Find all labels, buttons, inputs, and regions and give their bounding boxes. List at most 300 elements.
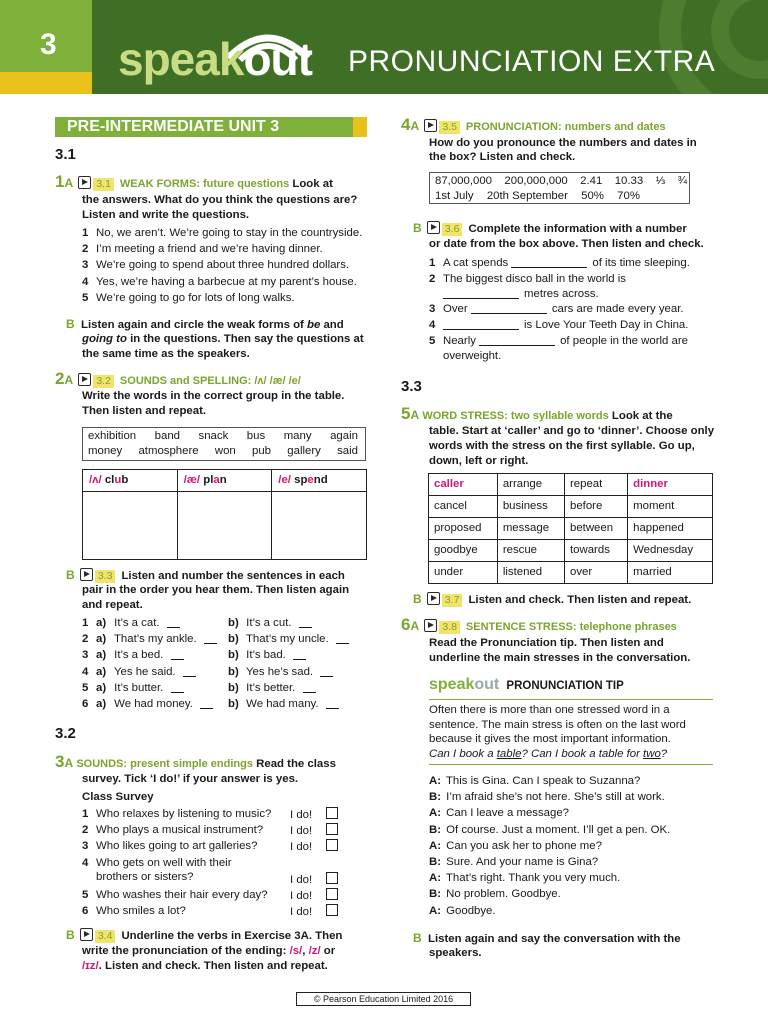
- item-number: 5: [82, 889, 89, 901]
- exercise-letter: B: [413, 592, 422, 606]
- number-item: 200,000,000: [504, 175, 568, 187]
- instruction: speakers.: [429, 947, 482, 959]
- dialogue-line: [429, 887, 719, 902]
- sentence-start: Nearly: [443, 335, 480, 347]
- speaker: B:: [429, 823, 442, 836]
- sentence-a: It’s a cat.: [111, 617, 163, 629]
- instruction: Write the words in the correct group in the table.: [82, 390, 345, 402]
- track-number: 3.4: [95, 930, 116, 943]
- i-do-label: I do!: [290, 841, 313, 854]
- numbers-row: [435, 189, 640, 204]
- track-number: 3.1: [93, 178, 114, 191]
- survey-question: Who gets on well with their: [96, 856, 232, 869]
- item-text: We’re going to go for lots of long walks.: [96, 291, 295, 304]
- item-number: 2: [82, 824, 89, 837]
- word: band: [154, 430, 180, 442]
- number-item: 2.41: [580, 175, 603, 187]
- instruction: and repeat.: [82, 599, 143, 611]
- grid-row: [429, 496, 713, 518]
- sentence-start: Over: [443, 303, 471, 315]
- word: exhibition: [88, 430, 137, 442]
- line-text: Can you ask her to phone me?: [443, 839, 602, 852]
- answer-blank[interactable]: [171, 659, 184, 660]
- word-row: [88, 444, 358, 459]
- grid-row: [429, 474, 713, 496]
- survey-question: Who likes going to art galleries?: [96, 840, 258, 853]
- item-number: 3: [82, 840, 89, 853]
- answer-blank[interactable]: [167, 627, 180, 628]
- exercise-number: 5: [401, 404, 411, 423]
- line-text: Sure. And your name is Gina?: [443, 856, 599, 868]
- i-do-label: I do!: [290, 906, 313, 919]
- option-label: a): [96, 617, 107, 629]
- sentence-b-wrap: [228, 681, 368, 696]
- dialogue-line: [429, 806, 719, 821]
- checkbox[interactable]: [326, 839, 338, 851]
- answer-blank[interactable]: [443, 298, 519, 299]
- line-text: Can I leave a message?: [443, 807, 570, 820]
- play-audio-icon[interactable]: [80, 928, 93, 941]
- example-word-part: u: [114, 474, 122, 487]
- phoneme: /æ/: [183, 474, 201, 487]
- tip-line: because it gives the most important information.: [429, 733, 671, 746]
- item-number: 4: [82, 275, 89, 288]
- instruction: or date from the box above. Then listen and check.: [429, 238, 704, 250]
- sentence-b-wrap: [228, 632, 368, 647]
- answer-blank[interactable]: [303, 692, 316, 693]
- exercise-letter: B: [66, 928, 75, 942]
- section-3-1-heading: 3.1: [55, 146, 76, 163]
- dialogue-line: [429, 855, 719, 870]
- checkbox[interactable]: [326, 807, 338, 819]
- example-word-part: a: [213, 474, 220, 487]
- instruction: Listen and write the questions.: [82, 209, 250, 221]
- completion-item: [429, 334, 719, 363]
- survey-item: [82, 807, 282, 822]
- track-number: 3.6: [442, 223, 463, 236]
- example-word-part: pl: [203, 474, 214, 487]
- item-number: 4: [82, 665, 89, 678]
- dialogue-line: [429, 871, 719, 886]
- grid-word[interactable]: rescue: [497, 540, 564, 562]
- exercise-2a: [55, 369, 375, 389]
- item-number: 2: [82, 243, 89, 256]
- list-item: [82, 226, 372, 241]
- speakout-logo: speakout: [118, 33, 312, 85]
- item-number: 5: [82, 291, 89, 304]
- table-cell-answer[interactable]: [83, 492, 178, 560]
- word: atmosphere: [138, 445, 199, 457]
- option-label: a): [96, 665, 107, 678]
- list-item: [82, 275, 372, 290]
- number-item: 1st July: [435, 190, 474, 202]
- sound-groups-table: [82, 469, 367, 560]
- exercise-3b: [66, 928, 376, 944]
- instruction: the same time as the speakers.: [82, 348, 250, 360]
- word-row: [88, 429, 358, 444]
- item-number: 1: [82, 808, 89, 820]
- i-do-option: [290, 807, 350, 823]
- sentence-a: Yes he said.: [111, 665, 179, 678]
- exercise-topic: SOUNDS and SPELLING: /ʌ/ /æ/ /e/: [119, 375, 301, 387]
- sentence-b-wrap: [228, 648, 368, 663]
- i-do-label: I do!: [290, 873, 313, 886]
- grid-word[interactable]: listened: [497, 562, 564, 584]
- completion-item: [429, 318, 719, 333]
- exercise-topic: SOUNDS: present simple endings: [76, 758, 253, 770]
- grid-word[interactable]: happened: [628, 518, 713, 540]
- word: gallery: [287, 445, 321, 457]
- play-audio-icon[interactable]: [427, 592, 440, 605]
- grid-word[interactable]: before: [565, 496, 628, 518]
- instruction: How do you pronounce the numbers and dates in: [429, 137, 697, 149]
- dialogue-line: [429, 790, 719, 805]
- speaker: A:: [429, 904, 442, 917]
- instruction: write the pronunciation of the ending: /s/, /z/ or: [82, 945, 336, 957]
- instruction: Complete the information with a number: [468, 223, 687, 235]
- instruction: Listen and number the sentences in each: [121, 570, 345, 582]
- exercise-letter: A: [410, 119, 420, 133]
- checkbox[interactable]: [326, 872, 338, 884]
- word: again: [330, 430, 358, 442]
- i-do-option: [290, 823, 350, 839]
- option-label: b): [228, 681, 239, 694]
- unit-number: 3: [0, 0, 92, 72]
- instruction: Look at the: [611, 410, 673, 422]
- numbers-row: [435, 174, 687, 189]
- play-audio-icon[interactable]: [424, 119, 437, 132]
- sentence-a: It’s a bed.: [111, 649, 167, 662]
- exercise-number: 3: [55, 752, 65, 771]
- sentence-cont: overweight.: [443, 349, 502, 362]
- sentence-end: cars are made every year.: [551, 303, 684, 315]
- grid-word[interactable]: Wednesday: [628, 540, 713, 562]
- exercise-4a: [401, 115, 721, 135]
- exercise-letter: B: [413, 931, 422, 945]
- dialogue-line: [429, 774, 719, 789]
- sentence-b: Yes he’s sad.: [243, 665, 317, 678]
- speaker: B:: [429, 791, 442, 804]
- grid-row: [429, 540, 713, 562]
- line-text: No problem. Goodbye.: [443, 888, 561, 901]
- exercise-topic: SENTENCE STRESS: telephone phrases: [465, 621, 677, 633]
- sentence-b: We had many.: [243, 698, 322, 710]
- exercise-letter: B: [66, 568, 75, 582]
- item-number: 6: [82, 698, 89, 710]
- item-text: Yes, we’re having a barbecue at my parent’s house.: [96, 275, 357, 288]
- table-cell-answer[interactable]: [272, 492, 367, 560]
- i-do-option: [290, 839, 350, 855]
- exercise-3a: [55, 752, 375, 772]
- speaker: A:: [429, 807, 442, 820]
- answer-blank[interactable]: [200, 708, 213, 709]
- phoneme: /e/: [278, 474, 291, 487]
- number-item: 50%: [581, 190, 604, 202]
- word: money: [88, 445, 123, 457]
- sentence-a: It’s butter.: [111, 681, 167, 694]
- exercise-topic: PRONUNCIATION: numbers and dates: [465, 121, 666, 133]
- exercise-number: 4: [401, 115, 411, 134]
- track-number: 3.2: [93, 375, 114, 388]
- sentence-start: The biggest disco ball in the world is: [443, 273, 626, 285]
- table-header-cell: [272, 470, 367, 492]
- option-label: b): [228, 649, 239, 662]
- number-item: 10.33: [614, 175, 644, 187]
- instruction: be: [307, 319, 321, 331]
- i-do-option: [290, 904, 350, 920]
- page-header: [0, 0, 768, 94]
- instruction: Underline the verbs in Exercise 3A. Then: [121, 930, 343, 942]
- item-number: 4: [82, 856, 89, 869]
- grid-word[interactable]: repeat: [565, 474, 628, 496]
- item-text: I’m meeting a friend and we’re having dinner.: [96, 243, 323, 256]
- instruction: words with the stress on the first syllable. Go up,: [429, 440, 695, 452]
- pronunciation-tip-header: [429, 678, 713, 700]
- answer-blank[interactable]: [479, 345, 555, 346]
- grid-word[interactable]: over: [565, 562, 628, 584]
- grid-word[interactable]: business: [497, 496, 564, 518]
- exercise-topic: WEAK FORMS: future questions: [119, 178, 290, 190]
- item-number: 3: [82, 649, 89, 662]
- line-text: I’m afraid she’s not here. She’s still at work.: [443, 791, 665, 804]
- grid-word[interactable]: towards: [565, 540, 628, 562]
- exercise-5b: [413, 592, 733, 608]
- level-heading: PRE-INTERMEDIATE UNIT 3: [55, 117, 367, 137]
- item-text: No, we aren’t. We’re going to stay in the countryside.: [96, 227, 363, 239]
- list-item: [82, 258, 372, 273]
- instruction: going to in the questions. Then say the questions at: [82, 333, 364, 345]
- line-text: This is Gina. Can I speak to Suzanna?: [443, 775, 641, 787]
- item-number: 2: [429, 273, 436, 285]
- answer-blank[interactable]: [299, 627, 312, 628]
- sentence-b: That’s my uncle.: [243, 633, 332, 646]
- instruction: and: [320, 319, 344, 331]
- option-label: a): [96, 698, 107, 710]
- grid-word[interactable]: arrange: [497, 474, 564, 496]
- sentence-b: It’s bad.: [243, 649, 290, 662]
- checkbox[interactable]: [326, 888, 338, 900]
- instruction: /ɪz/. Listen and check. Then listen and repeat.: [82, 960, 328, 972]
- grid-word[interactable]: message: [497, 518, 564, 540]
- play-audio-icon[interactable]: [427, 221, 440, 234]
- track-number: 3.7: [442, 594, 463, 607]
- i-do-option: [290, 888, 350, 904]
- track-number: 3.8: [439, 621, 460, 634]
- option-label: b): [228, 698, 239, 710]
- phoneme: /ʌ/: [89, 474, 102, 487]
- i-do-label: I do!: [290, 890, 313, 902]
- option-label: a): [96, 681, 107, 694]
- sentence-b-wrap: [228, 616, 368, 631]
- item-number: 5: [429, 335, 436, 347]
- completion-item: [429, 272, 719, 301]
- grid-word[interactable]: married: [628, 562, 713, 584]
- instruction: down, left or right.: [429, 455, 529, 467]
- answer-blank[interactable]: [320, 676, 333, 677]
- exercise-number: 1: [55, 172, 65, 191]
- word: said: [337, 445, 358, 457]
- sentence-a: That’s my ankle.: [111, 633, 200, 646]
- survey-item: [82, 839, 282, 854]
- table-cell-answer[interactable]: [177, 492, 272, 560]
- example-word-part: cl: [104, 474, 115, 487]
- sentence-end: of its time sleeping.: [592, 257, 690, 269]
- word: pub: [252, 445, 272, 457]
- answer-blank[interactable]: [326, 708, 339, 709]
- example-word-part: nd: [313, 474, 328, 487]
- answer-blank[interactable]: [293, 659, 306, 660]
- grid-word[interactable]: proposed: [429, 518, 498, 540]
- survey-question: Who relaxes by listening to music?: [96, 808, 272, 820]
- item-number: 5: [82, 681, 89, 694]
- survey-question: Who plays a musical instrument?: [96, 824, 264, 837]
- play-audio-icon[interactable]: [78, 373, 91, 386]
- grid-word[interactable]: between: [565, 518, 628, 540]
- answer-blank[interactable]: [443, 329, 519, 330]
- exercise-5a: [401, 404, 731, 424]
- grid-word[interactable]: goodbye: [429, 540, 498, 562]
- word: won: [214, 445, 236, 457]
- header-accent-strip: [0, 72, 92, 94]
- word: many: [283, 430, 312, 442]
- grid-row: [429, 562, 713, 584]
- i-do-option: [290, 872, 350, 888]
- number-item: ¾: [677, 175, 687, 187]
- item-number: 3: [82, 259, 89, 272]
- option-label: a): [96, 633, 107, 646]
- instruction: table. Start at ‘caller’ and go to ‘dinner’. Choose only: [429, 425, 715, 437]
- answer-blank[interactable]: [336, 643, 349, 644]
- survey-question: Who washes their hair every day?: [96, 889, 268, 901]
- speaker: B:: [429, 888, 442, 901]
- word-stress-grid: [428, 473, 713, 584]
- sentence-start: A cat spends: [443, 257, 512, 269]
- answer-blank[interactable]: [471, 313, 547, 314]
- survey-question: Who smiles a lot?: [96, 905, 186, 918]
- exercise-4b: [413, 221, 733, 237]
- answer-blank[interactable]: [511, 267, 587, 268]
- word-box: [82, 427, 366, 461]
- example-word-part: sp: [294, 474, 308, 487]
- grid-word[interactable]: under: [429, 562, 498, 584]
- grid-word[interactable]: caller: [429, 474, 498, 496]
- i-do-label: I do!: [290, 809, 313, 821]
- exercise-letter: A: [64, 176, 74, 190]
- answer-blank[interactable]: [183, 676, 196, 677]
- instruction: Look at: [292, 178, 333, 190]
- item-number: 1: [429, 257, 436, 269]
- grid-word[interactable]: moment: [628, 496, 713, 518]
- example-word-part: n: [219, 474, 227, 487]
- track-number: 3.5: [439, 121, 460, 134]
- grid-word[interactable]: dinner: [628, 474, 713, 496]
- exercise-topic: WORD STRESS: two syllable words: [422, 410, 609, 422]
- item-number: 6: [82, 905, 89, 918]
- tip-body: [429, 703, 713, 761]
- exercise-letter: B: [413, 221, 422, 235]
- number-item: ⅓: [655, 175, 666, 187]
- item-number: 3: [429, 303, 436, 315]
- table-header-cell: [177, 470, 272, 492]
- list-item: [82, 291, 372, 306]
- tip-line: Often there is more than one stressed word in a: [429, 704, 670, 716]
- exercise-1a: [55, 172, 375, 192]
- dialogue-line: [429, 839, 719, 854]
- survey-question-cont: brothers or sisters?: [96, 871, 194, 884]
- answer-blank[interactable]: [171, 692, 184, 693]
- tip-example: Can I book a table? Can I book a table for two?: [429, 747, 668, 760]
- exercise-1b: [66, 317, 376, 333]
- instruction: underline the main stresses in the conversation.: [429, 652, 691, 664]
- dialogue-line: [429, 904, 719, 919]
- answer-blank[interactable]: [204, 643, 217, 644]
- play-audio-icon[interactable]: [424, 619, 437, 632]
- checkbox[interactable]: [326, 823, 338, 835]
- tip-title: PRONUNCIATION TIP: [506, 680, 624, 692]
- grid-word[interactable]: cancel: [429, 496, 498, 518]
- number-item: 20th September: [486, 190, 568, 202]
- example-word-part: e: [307, 474, 314, 487]
- instruction: Read the class: [256, 758, 336, 770]
- instruction: Listen and check. Then listen and repeat.: [468, 594, 692, 606]
- sentence-cont: [429, 287, 719, 302]
- sentence-b: It’s better.: [243, 681, 299, 694]
- copyright-footer: © Pearson Education Limited 2016: [296, 992, 471, 1006]
- example-word-part: b: [121, 474, 129, 487]
- line-text: Of course. Just a moment. I’ll get a pen. OK.: [443, 823, 671, 836]
- i-do-label: I do!: [290, 825, 313, 838]
- survey-title: Class Survey: [82, 791, 154, 803]
- exercise-letter: A: [410, 408, 420, 422]
- item-number: 1: [82, 617, 89, 629]
- survey-item: [82, 888, 282, 903]
- survey-item: [82, 823, 282, 838]
- play-audio-icon[interactable]: [80, 568, 93, 581]
- sentence-end: metres across.: [524, 287, 599, 300]
- exercise-number: 6: [401, 615, 411, 634]
- section-3-2-heading: 3.2: [55, 725, 76, 742]
- exercise-letter: A: [64, 756, 74, 770]
- sentence-b: It’s a cut.: [243, 617, 295, 629]
- exercise-letter: A: [64, 373, 74, 387]
- header-title: PRONUNCIATION EXTRA: [348, 45, 716, 78]
- number-item: 87,000,000: [435, 175, 493, 187]
- list-item: [82, 242, 372, 257]
- option-label: a): [96, 649, 107, 662]
- track-number: 3.3: [95, 570, 116, 583]
- completion-item: [429, 256, 719, 271]
- line-text: Goodbye.: [443, 904, 496, 917]
- play-audio-icon[interactable]: [78, 176, 91, 189]
- tip-divider: [429, 764, 713, 765]
- exercise-number: 2: [55, 369, 65, 388]
- sentence-a: We had money.: [111, 698, 197, 710]
- line-text: That’s right. Thank you very much.: [443, 872, 621, 885]
- tip-line: sentence. The main stress is often on the last word: [429, 718, 686, 731]
- numbers-box: [429, 172, 690, 204]
- sentence-b-wrap: [228, 697, 368, 712]
- checkbox[interactable]: [326, 904, 338, 916]
- word: bus: [246, 430, 266, 442]
- sentence-end: is Love Your Teeth Day in China.: [524, 319, 689, 331]
- grid-row: [429, 518, 713, 540]
- speaker: A:: [429, 872, 442, 885]
- option-label: b): [228, 665, 239, 678]
- speakout-logo-small: speakout: [429, 676, 500, 693]
- number-item: 70%: [617, 190, 640, 202]
- instruction: pair in the order you hear them. Then listen again: [82, 584, 350, 596]
- section-3-3-heading: 3.3: [401, 378, 422, 395]
